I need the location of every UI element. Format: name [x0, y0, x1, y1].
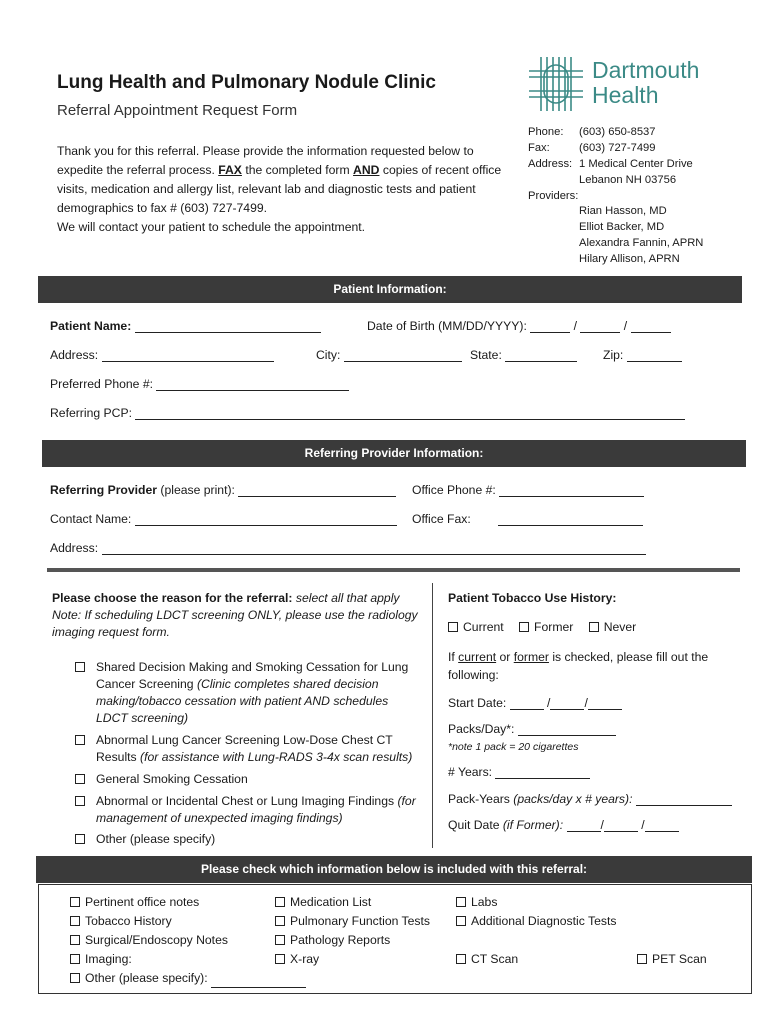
column-divider [432, 583, 433, 848]
reason-checkbox[interactable] [75, 796, 85, 806]
office-phone-row [412, 483, 644, 497]
reason-label: Abnormal Lung Cancer Screening Low-Dose Chest CT Results [96, 733, 393, 764]
start-date-label: Start Date: [448, 696, 507, 710]
providers-list [579, 203, 703, 267]
address-line-2: Lebanon NH 03756 [579, 174, 677, 186]
patient-name-field[interactable] [135, 332, 321, 333]
dob-month-field[interactable] [530, 332, 570, 333]
provider-item: Elliot Backer, MD [579, 221, 665, 233]
included-checkbox[interactable] [456, 916, 466, 926]
former-label: Former [534, 620, 574, 634]
if-former: former [513, 650, 549, 664]
former-checkbox[interactable] [519, 622, 529, 632]
provider-item: Rian Hasson, MD [579, 205, 667, 217]
if-text-2: is checked, please fill out the following: [448, 650, 709, 682]
city-row [316, 348, 462, 362]
logo-line-1: Dartmouth [592, 57, 700, 83]
referring-pcp-row [50, 406, 685, 420]
quit-date-hint: (if Former): [502, 818, 564, 832]
reason-checkbox[interactable] [75, 662, 85, 672]
fax-label: Fax: [528, 142, 550, 154]
logo-text [592, 58, 699, 108]
tobacco-heading: Patient Tobacco Use History: [448, 591, 617, 605]
quit-year-field[interactable] [645, 831, 679, 832]
form-subtitle: Referral Appointment Request Form [57, 102, 298, 119]
dob-year-field[interactable] [631, 332, 671, 333]
years-row [448, 765, 590, 779]
reason-label: General Smoking Cessation [96, 772, 248, 786]
packs-note: *note 1 pack = 20 cigarettes [448, 741, 579, 753]
address-line-1: 1 Medical Center Drive [579, 158, 693, 170]
included-item[interactable] [456, 950, 616, 969]
tobacco-instructions [448, 648, 738, 684]
referring-pcp-label: Referring PCP: [50, 406, 132, 420]
dob-label: Date of Birth (MM/DD/YYYY): [367, 319, 527, 333]
state-row [470, 348, 577, 362]
included-item[interactable] [275, 950, 430, 969]
intro-fax: FAX [218, 163, 242, 177]
section-divider [47, 568, 740, 572]
packs-label: Packs/Day*: [448, 722, 515, 736]
included-label: Other (please specify): [85, 971, 208, 985]
provider-address-label: Address: [50, 541, 99, 555]
included-checkbox[interactable] [456, 897, 466, 907]
included-item[interactable] [275, 931, 430, 950]
included-checkbox[interactable] [456, 954, 466, 964]
if-text: If [448, 650, 455, 664]
patient-name-row [50, 319, 321, 333]
included-checkbox[interactable] [70, 973, 80, 983]
patient-address-label: Address: [50, 348, 99, 362]
reason-option[interactable] [75, 771, 423, 788]
phone-label: Phone: [528, 126, 564, 138]
provider-item: Hilary Allison, APRN [579, 253, 680, 265]
form-title: Lung Health and Pulmonary Nodule Clinic [57, 72, 436, 93]
included-label: Additional Diagnostic Tests [471, 914, 617, 928]
contact-name-label: Contact Name: [50, 512, 132, 526]
reason-option[interactable] [75, 793, 423, 827]
included-label: Medication List [290, 895, 372, 909]
preferred-phone-row [50, 377, 349, 391]
reason-option[interactable] [75, 831, 423, 848]
current-checkbox[interactable] [448, 622, 458, 632]
intro-part-4: We will contact your patient to schedule the appointment. [57, 220, 366, 234]
start-date-row: Start Date: / / [448, 696, 622, 710]
included-label: Pathology Reports [290, 933, 391, 947]
included-label: Pertinent office notes [85, 895, 200, 909]
included-item[interactable] [275, 893, 430, 912]
quit-month-field[interactable] [567, 831, 601, 832]
dob-row: Date of Birth (MM/DD/YYYY): / / [367, 319, 671, 333]
reason-label: Other (please specify) [96, 832, 216, 846]
included-col-4 [637, 950, 707, 969]
included-label: Pulmonary Function Tests [290, 914, 430, 928]
intro-and: AND [353, 163, 380, 177]
reason-checkbox[interactable] [75, 774, 85, 784]
reason-heading-bold: Please choose the reason for the referral: [52, 591, 293, 605]
included-info-bar: Please check which information below is included with this referral: [36, 856, 752, 883]
included-checkbox[interactable] [70, 935, 80, 945]
included-checkbox[interactable] [275, 935, 285, 945]
intro-part-1: Thank you for this referral. Please provide the information requested below to expedite the referral process. [57, 144, 474, 177]
included-checkbox[interactable] [70, 954, 80, 964]
start-day-field[interactable] [550, 709, 584, 710]
tobacco-status-row [448, 620, 636, 634]
packs-row [448, 722, 616, 736]
referring-provider-label: Referring Provider [50, 483, 158, 497]
provider-info-bar: Referring Provider Information: [42, 440, 746, 467]
never-checkbox[interactable] [589, 622, 599, 632]
provider-item: Alexandra Fannin, APRN [579, 237, 704, 249]
included-label: Tobacco History [85, 914, 172, 928]
referring-provider-hint: (please print): [160, 483, 235, 497]
zip-field[interactable] [627, 361, 682, 362]
patient-name-label: Patient Name: [50, 319, 132, 333]
if-current: current [458, 650, 497, 664]
city-field[interactable] [344, 361, 462, 362]
never-label: Never [603, 620, 637, 634]
packs-field[interactable] [518, 735, 616, 736]
included-item[interactable] [70, 931, 306, 950]
providers-label: Providers: [528, 190, 579, 202]
office-fax-field[interactable] [498, 525, 643, 526]
quit-day-field[interactable] [604, 831, 638, 832]
reason-detail: (Clinic completes shared decision making/tobacco cessation with patient AND schedules LDCT screening) [96, 677, 389, 725]
reason-option[interactable] [75, 732, 423, 766]
years-field[interactable] [495, 778, 590, 779]
office-fax-row [412, 512, 643, 526]
quit-date-row: Quit Date (if Former): / / [448, 818, 679, 832]
contact-name-row [50, 512, 397, 526]
patient-info-bar: Patient Information: [38, 276, 742, 303]
city-label: City: [316, 348, 341, 362]
included-label: Labs [471, 895, 498, 909]
included-item[interactable] [70, 950, 306, 969]
included-col-3 [456, 893, 616, 969]
included-item[interactable] [70, 969, 306, 988]
pack-years-row [448, 792, 732, 806]
included-item[interactable] [456, 912, 616, 931]
included-item[interactable] [456, 893, 616, 912]
contact-name-field[interactable] [135, 525, 397, 526]
referring-provider-row [50, 483, 396, 497]
preferred-phone-label: Preferred Phone #: [50, 377, 153, 391]
intro-part-2: the completed form [245, 163, 350, 177]
included-label: Imaging: [85, 952, 132, 966]
included-checkbox[interactable] [637, 954, 647, 964]
address-label: Address: [528, 158, 573, 170]
included-checkbox[interactable] [275, 954, 285, 964]
logo-line-2: Health [592, 82, 659, 108]
reason-heading-italic: select all that apply [295, 591, 400, 605]
included-checkbox[interactable] [275, 897, 285, 907]
quit-date-label: Quit Date [448, 818, 500, 832]
included-item[interactable] [637, 950, 707, 969]
office-phone-field[interactable] [499, 496, 644, 497]
included-item[interactable] [275, 912, 430, 931]
reason-checkbox[interactable] [75, 735, 85, 745]
included-checkbox[interactable] [70, 916, 80, 926]
reason-label: Abnormal or Incidental Chest or Lung Imaging Findings [96, 794, 395, 808]
included-label: PET Scan [652, 952, 707, 966]
reason-option[interactable] [75, 659, 423, 727]
included-label: X-ray [290, 952, 320, 966]
zip-row [603, 348, 682, 362]
reason-heading [52, 590, 427, 641]
patient-address-row [50, 348, 274, 362]
referring-provider-field[interactable] [238, 496, 396, 497]
current-label: Current [463, 620, 504, 634]
reason-note: Note: If scheduling LDCT screening ONLY, please use the radiology imaging request form. [52, 608, 418, 639]
included-checkbox[interactable] [70, 897, 80, 907]
other-specify-field[interactable] [211, 987, 306, 988]
included-col-1 [70, 893, 306, 988]
provider-address-row [50, 541, 646, 555]
referring-pcp-field[interactable] [135, 419, 685, 420]
office-phone-label: Office Phone #: [412, 483, 496, 497]
pack-years-hint: (packs/day x # years): [513, 792, 633, 806]
state-field[interactable] [505, 361, 577, 362]
pack-years-label: Pack-Years [448, 792, 510, 806]
intro-text [57, 142, 507, 237]
years-label: # Years: [448, 765, 493, 779]
provider-address-field[interactable] [102, 554, 646, 555]
reason-label: Shared Decision Making and Smoking Cessation for Lung Cancer Screening [96, 660, 409, 691]
preferred-phone-field[interactable] [156, 390, 349, 391]
contact-block [528, 124, 693, 204]
included-item[interactable] [70, 912, 306, 931]
included-label: Surgical/Endoscopy Notes [85, 933, 228, 947]
zip-label: Zip: [603, 348, 624, 362]
dob-day-field[interactable] [580, 332, 620, 333]
start-year-field[interactable] [588, 709, 622, 710]
included-col-2 [275, 893, 430, 969]
start-month-field[interactable] [510, 709, 544, 710]
state-label: State: [470, 348, 502, 362]
office-fax-label: Office Fax: [412, 512, 471, 526]
intro-part-3: copies of recent office visits, medication and allergy list, relevant lab and diagnostic tests and patient demographics to fax # (603) 727-7499. [57, 163, 502, 215]
reason-detail: (for assistance with Lung-RADS 3-4x scan results) [140, 750, 413, 764]
included-label: CT Scan [471, 952, 519, 966]
reason-detail: (for management of unexpected imaging findings) [96, 794, 416, 825]
included-item[interactable] [70, 893, 306, 912]
phone-value: (603) 650-8537 [579, 126, 656, 138]
fax-value: (603) 727-7499 [579, 142, 656, 154]
reason-checkbox[interactable] [75, 834, 85, 844]
if-or: or [499, 650, 511, 664]
included-checkbox[interactable] [275, 916, 285, 926]
patient-address-field[interactable] [102, 361, 274, 362]
pack-years-field[interactable] [636, 805, 732, 806]
